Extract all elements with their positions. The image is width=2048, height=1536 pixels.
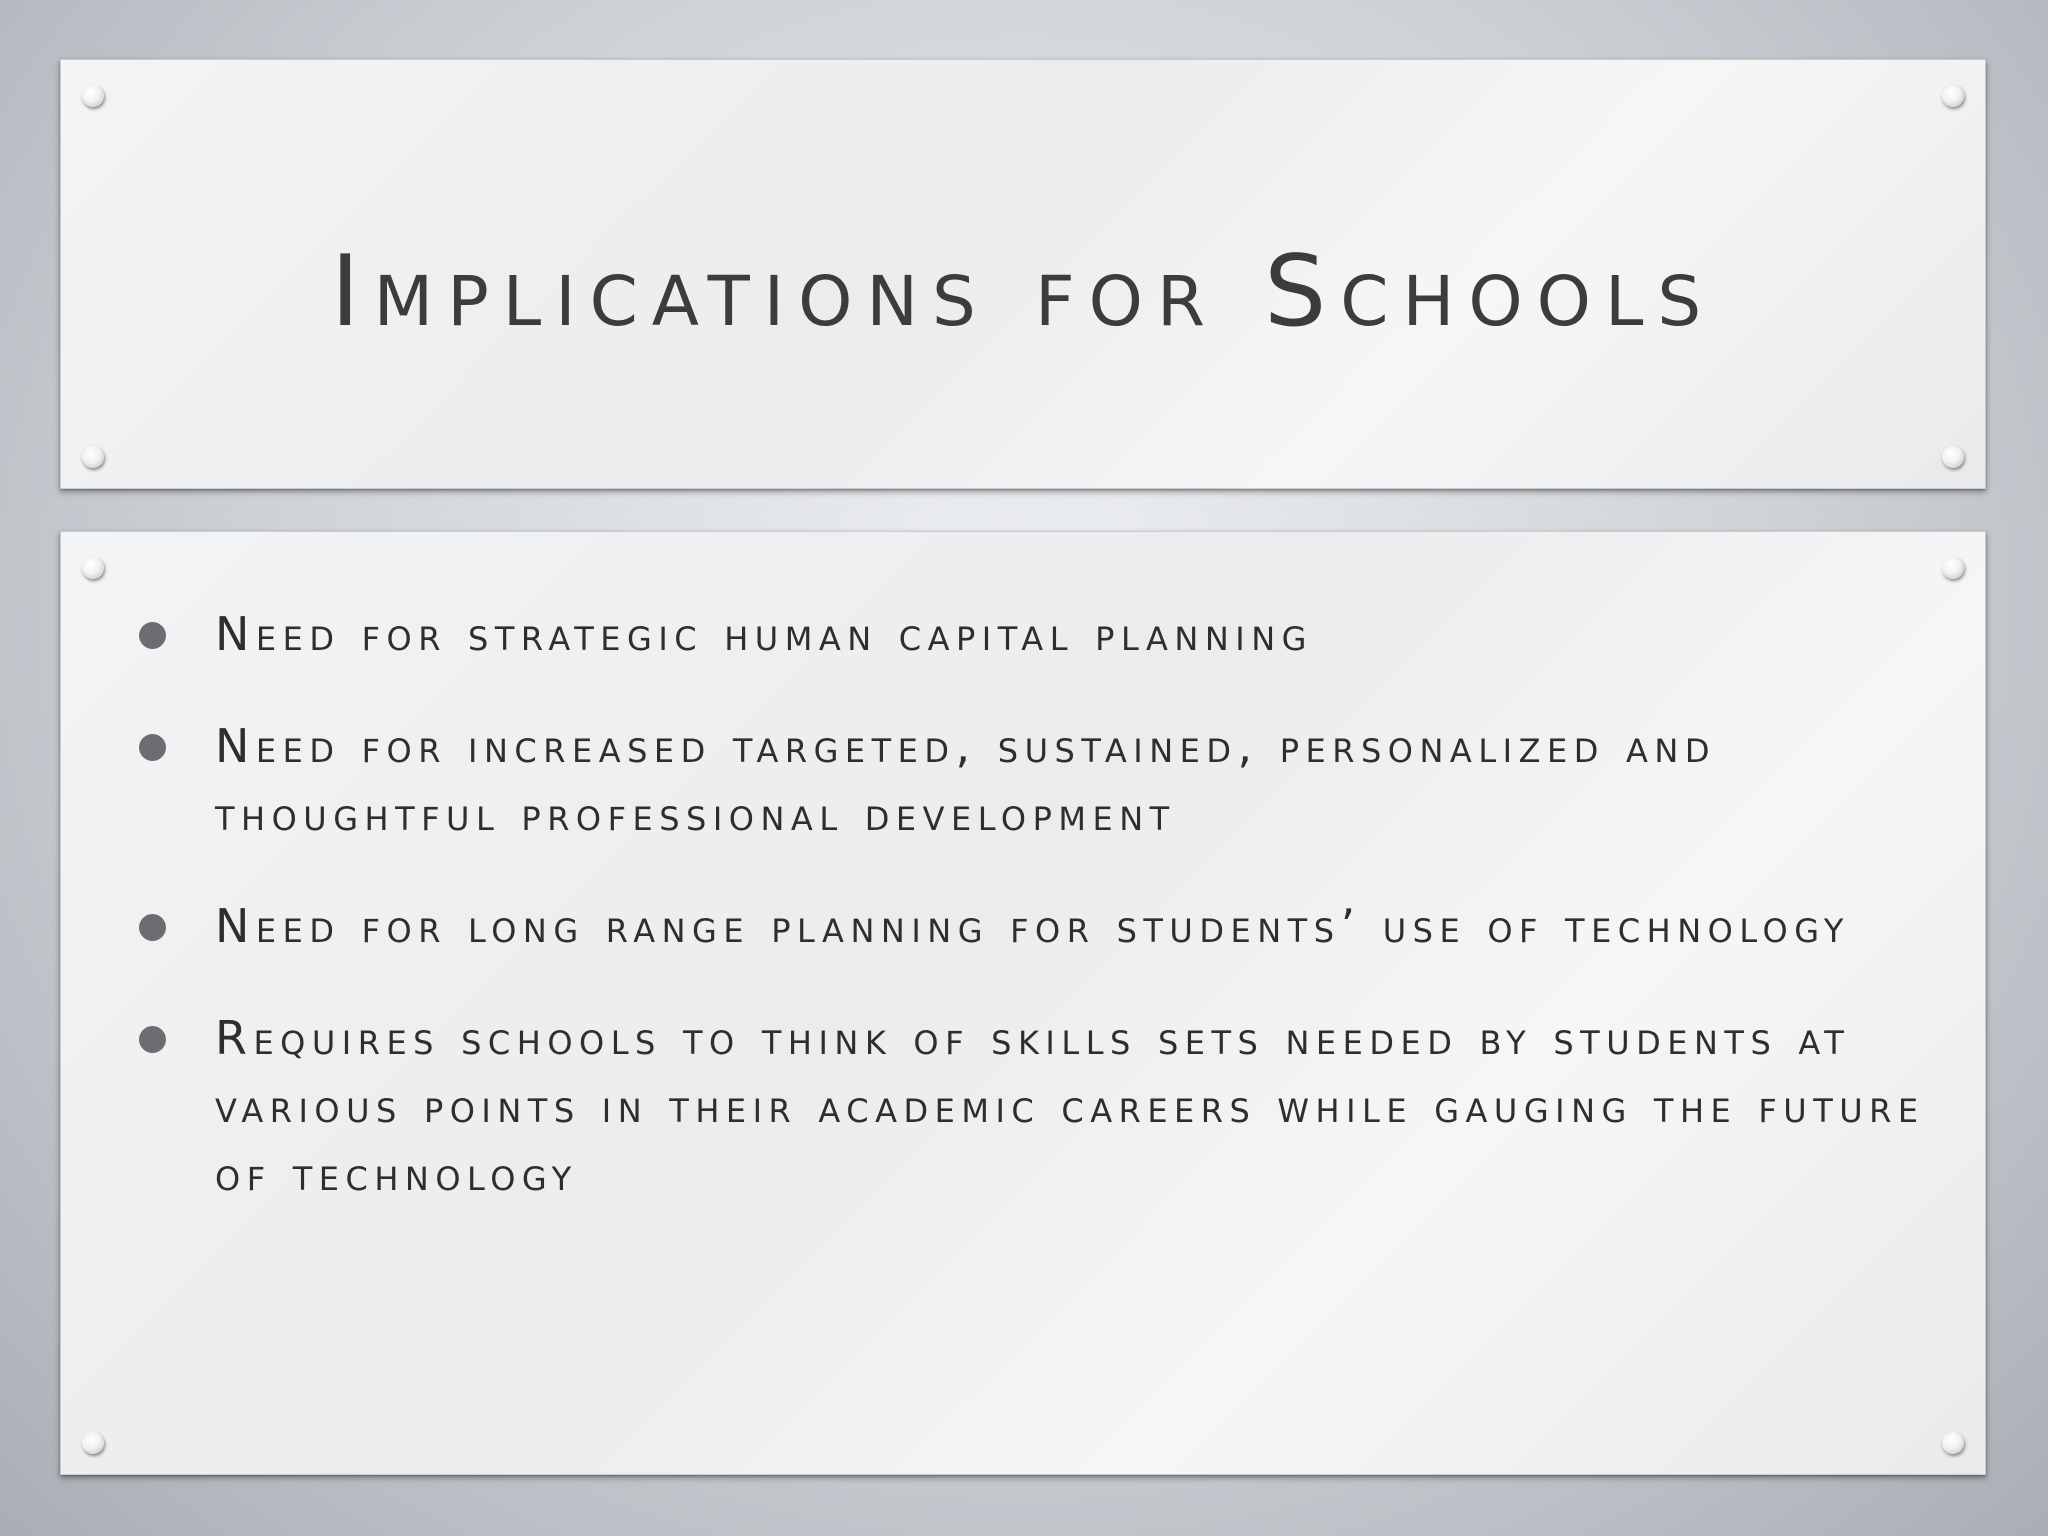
bullet-dot-icon bbox=[139, 914, 166, 941]
content-plate bbox=[60, 531, 1986, 1475]
bullet-text: Need for long range planning for students’ use of technology bbox=[215, 899, 1850, 953]
rivet-icon bbox=[82, 1432, 104, 1454]
slide-title: Implications for Schools bbox=[330, 235, 1716, 349]
bullet-text: Need for increased targeted, sustained, personalized and thoughtful professional development bbox=[215, 719, 1716, 841]
rivet-icon bbox=[1942, 85, 1964, 107]
rivet-icon bbox=[1942, 557, 1964, 579]
bullet-list bbox=[61, 600, 1985, 1252]
bullet-dot-icon bbox=[139, 1026, 166, 1053]
rivet-icon bbox=[1942, 446, 1964, 468]
bullet-text: Requires schools to think of skills sets needed by students at various points in their academic careers while gauging the future of technology bbox=[215, 1011, 1925, 1201]
rivet-icon bbox=[82, 557, 104, 579]
bullet-item bbox=[61, 1004, 1985, 1208]
rivet-icon bbox=[82, 446, 104, 468]
bullet-dot-icon bbox=[139, 622, 166, 649]
rivet-icon bbox=[1942, 1432, 1964, 1454]
bullet-item bbox=[61, 892, 1985, 960]
rivet-icon bbox=[82, 85, 104, 107]
bullet-dot-icon bbox=[139, 734, 166, 761]
title-plate bbox=[60, 59, 1986, 489]
bullet-item bbox=[61, 600, 1985, 668]
bullet-item bbox=[61, 712, 1985, 848]
bullet-text: Need for strategic human capital planning bbox=[215, 607, 1313, 661]
